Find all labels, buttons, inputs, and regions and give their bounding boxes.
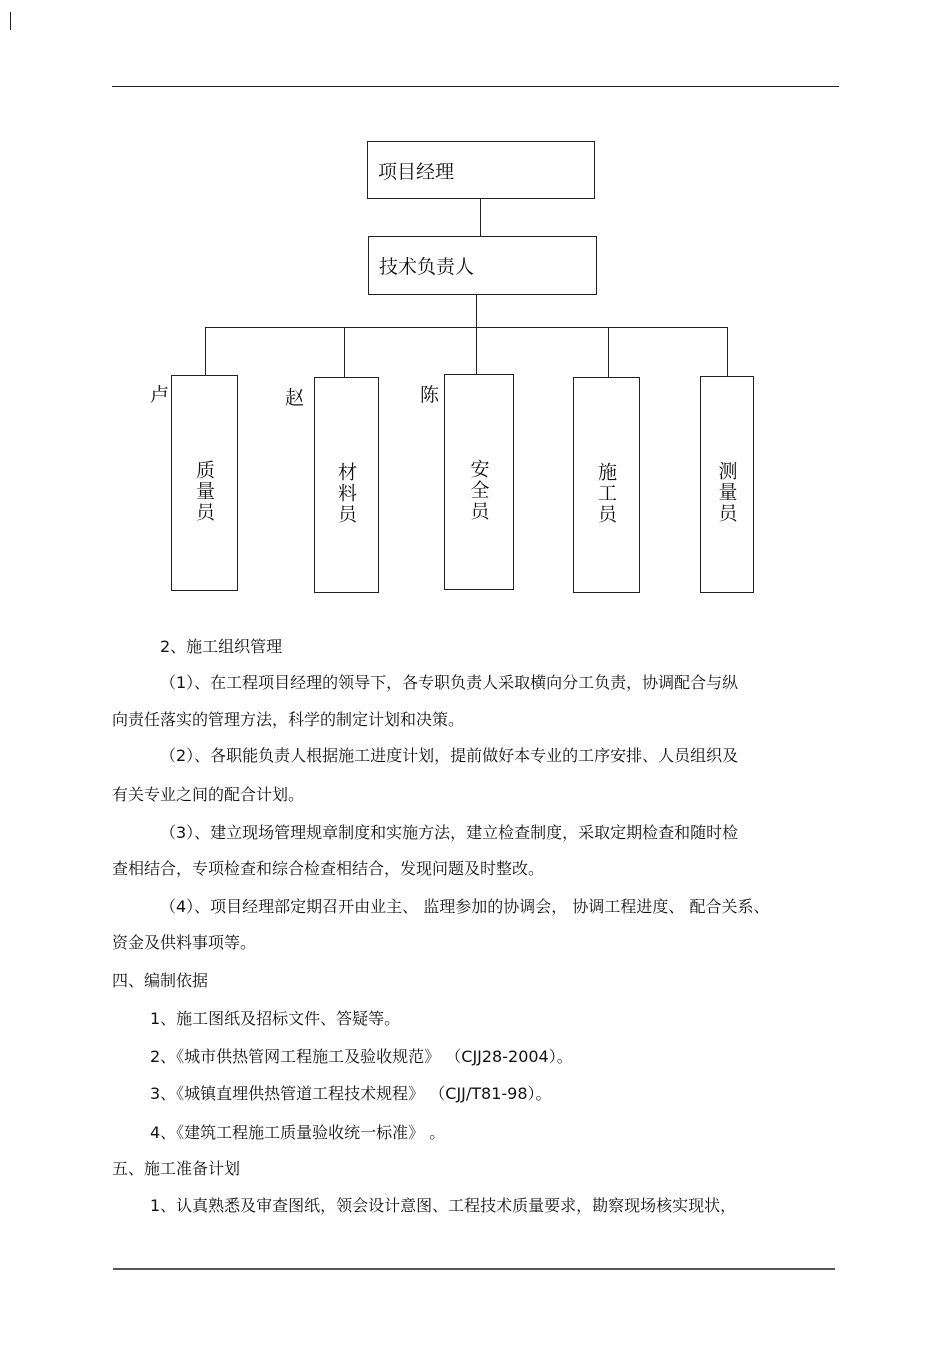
org-box-label: 安全员 xyxy=(467,459,490,522)
paragraph-line: 有关专业之间的配合计划。 xyxy=(112,785,305,804)
list-item: 4、《建筑工程施工质量验收统一标准》 。 xyxy=(150,1123,446,1142)
drop-line xyxy=(205,327,206,375)
paragraph-line: 资金及供料事项等。 xyxy=(112,933,257,952)
connector-line xyxy=(480,199,481,236)
drop-line xyxy=(608,327,609,377)
org-box-technical-lead xyxy=(368,236,597,295)
member-name: 卢 xyxy=(150,384,170,406)
branch-line xyxy=(205,327,728,328)
list-item: 2、《城市供热管网工程施工及验收规范》 （CJJ28-2004）。 xyxy=(150,1047,573,1066)
drop-line xyxy=(344,327,345,377)
org-box-label: 项目经理 xyxy=(378,160,455,183)
list-item: 3、《城镇直埋供热管道工程技术规程》 （CJJ/T81-98）。 xyxy=(150,1084,552,1103)
drop-line xyxy=(727,327,728,376)
member-name: 陈 xyxy=(420,384,440,406)
page-edge-mark xyxy=(10,12,11,30)
paragraph-line: （3）、建立现场管理规章制度和实施方法，建立检查制度，采取定期检查和随时检 xyxy=(160,823,739,842)
section-heading: 四、编制依据 xyxy=(112,971,209,990)
list-item: 1、认真熟悉及审查图纸，领会设计意图、工程技术质量要求，勘察现场核实现状， xyxy=(150,1196,737,1215)
paragraph-line: （1）、在工程项目经理的领导下，各专职负责人采取横向分工负责，协调配合与纵 xyxy=(160,673,739,692)
org-box-label: 质量员 xyxy=(193,460,215,523)
org-box-safety-officer xyxy=(444,374,514,590)
section-heading: 2、施工组织管理 xyxy=(160,637,283,656)
header-rule xyxy=(112,86,839,87)
org-box-label: 施工员 xyxy=(595,462,617,525)
section-heading: 五、施工准备计划 xyxy=(112,1159,241,1178)
org-box-materials-clerk xyxy=(314,377,379,593)
paragraph-line: 向责任落实的管理方法，科学的制定计划和决策。 xyxy=(112,710,465,729)
org-box-label: 测量员 xyxy=(715,461,738,524)
footer-rule xyxy=(113,1268,835,1270)
member-name: 赵 xyxy=(285,387,305,409)
org-box-surveyor xyxy=(700,376,754,593)
org-box-label: 技术负责人 xyxy=(379,256,475,278)
org-box-construction-worker xyxy=(573,377,640,593)
org-box-project-manager xyxy=(367,141,595,199)
paragraph-line: （2）、各职能负责人根据施工进度计划，提前做好本专业的工序安排、人员组织及 xyxy=(160,746,739,765)
paragraph-line: 查相结合，专项检查和综合检查相结合，发现问题及时整改。 xyxy=(112,859,545,878)
list-item: 1、施工图纸及招标文件、答疑等。 xyxy=(150,1009,401,1028)
drop-line xyxy=(476,327,477,374)
paragraph-line: （4）、项目经理部定期召开由业主、 监理参加的协调会， 协调工程进度、 配合关系、 xyxy=(160,897,770,916)
org-box-label: 材料员 xyxy=(335,462,357,525)
connector-line xyxy=(476,295,477,327)
org-box-quality-inspector xyxy=(171,375,238,591)
